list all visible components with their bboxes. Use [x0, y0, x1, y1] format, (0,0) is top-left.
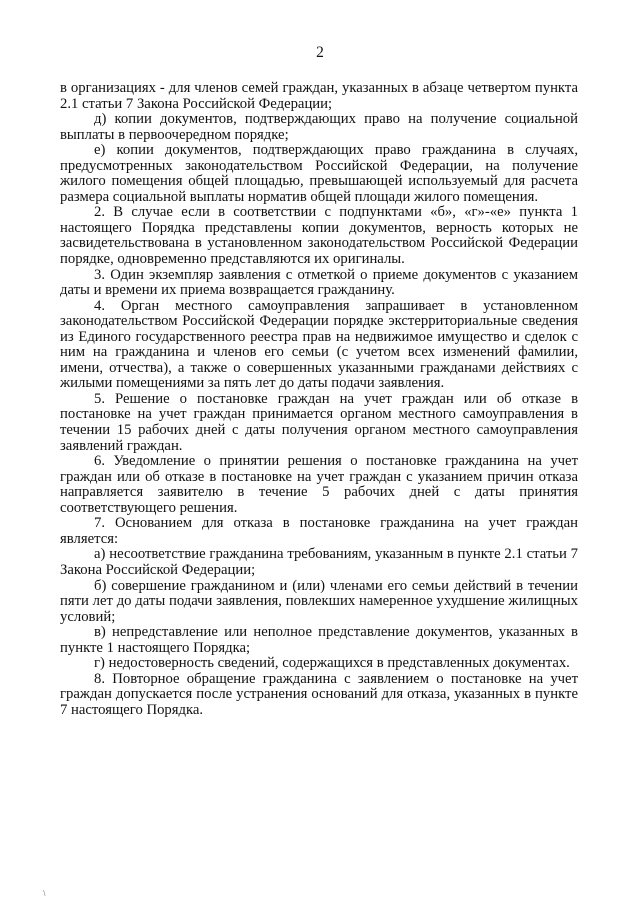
paragraph-subitem-e: е) копии документов, подтверждающих право гражданина в случаях, предусмотренных законодательством Российской Федерации, на получение жилого помещения общей площадью, превышающей используемый для расчета размера социальной выплаты норматив общей площади жилого помещения. — [60, 142, 578, 205]
paragraph-item-5: 5. Решение о постановке граждан на учет граждан или об отказе в постановке на учет граждан принимается органом местного самоуправления в течении 15 рабочих дней с даты получения органом местного самоуправления заявлений граждан. — [60, 390, 578, 454]
paragraph-item-3: 3. Один экземпляр заявления с отметкой о приеме документов с указанием даты и времени их приема возвращается гражданину. — [60, 266, 578, 299]
paragraph-subitem-v: в) непредставление или неполное представление документов, указанных в пункте 1 настоящего Порядка; — [60, 624, 578, 656]
paragraph-item-2: 2. В случае если в соответствии с подпунктами «б», «г»-«е» пункта 1 настоящего Порядка представлены копии документов, верность которых не засвидетельствована в установленном законодательством Российской Федерации порядке, одновременно представляются их оригиналы. — [60, 204, 578, 268]
paragraph-item-6: 6. Уведомление о принятии решения о постановке гражданина на учет граждан или об отказе в постановке на учет граждан с указанием причин отказа направляется заявителю в течение 5 рабочих дней с даты принятия соответствующего решения. — [60, 453, 578, 516]
paragraph-subitem-b: б) совершение гражданином и (или) членами его семьи действий в течении пяти лет до даты подачи заявления, повлекших намеренное ухудшение жилищных условий; — [60, 577, 578, 625]
document-body — [60, 81, 578, 718]
page-number: 2 — [316, 44, 324, 61]
paragraph-item-4: 4. Орган местного самоуправления запрашивает в установленном законодательством Российской Федерации порядке экстерриториальные сведения из Единого государственного реестра прав на недвижимое имущество и сделок с ним на гражданина и членов его семьи (с учетом всех изменений фамилии, имени, отчества), а также о совершенных указанными гражданами действиях с жилыми помещениями за пять лет до даты подачи заявления. — [60, 297, 578, 392]
paragraph-subitem-g: г) недостоверность сведений, содержащихся в представленных документах. — [94, 655, 570, 672]
paragraph-item-7: 7. Основанием для отказа в постановке гражданина на учет граждан является: — [60, 515, 578, 547]
paragraph-subitem-d: д) копии документов, подтверждающих право на получение социальной выплаты в первоочередном порядке; — [60, 111, 578, 143]
paragraph-item-8: 8. Повторное обращение гражданина с заявлением о постановке на учет граждан допускается после устранения оснований для отказа, указанных в пункте 7 настоящего Порядка. — [60, 670, 578, 718]
paragraph-subitem-a: а) несоответствие гражданина требованиям, указанным в пункте 2.1 статьи 7 Закона Российской Федерации; — [60, 546, 578, 578]
corner-mark: / — [40, 888, 49, 898]
paragraph-continuation: в организациях - для членов семей граждан, указанных в абзаце четвертом пункта 2.1 статьи 7 Закона Российской Федерации; — [60, 80, 578, 112]
